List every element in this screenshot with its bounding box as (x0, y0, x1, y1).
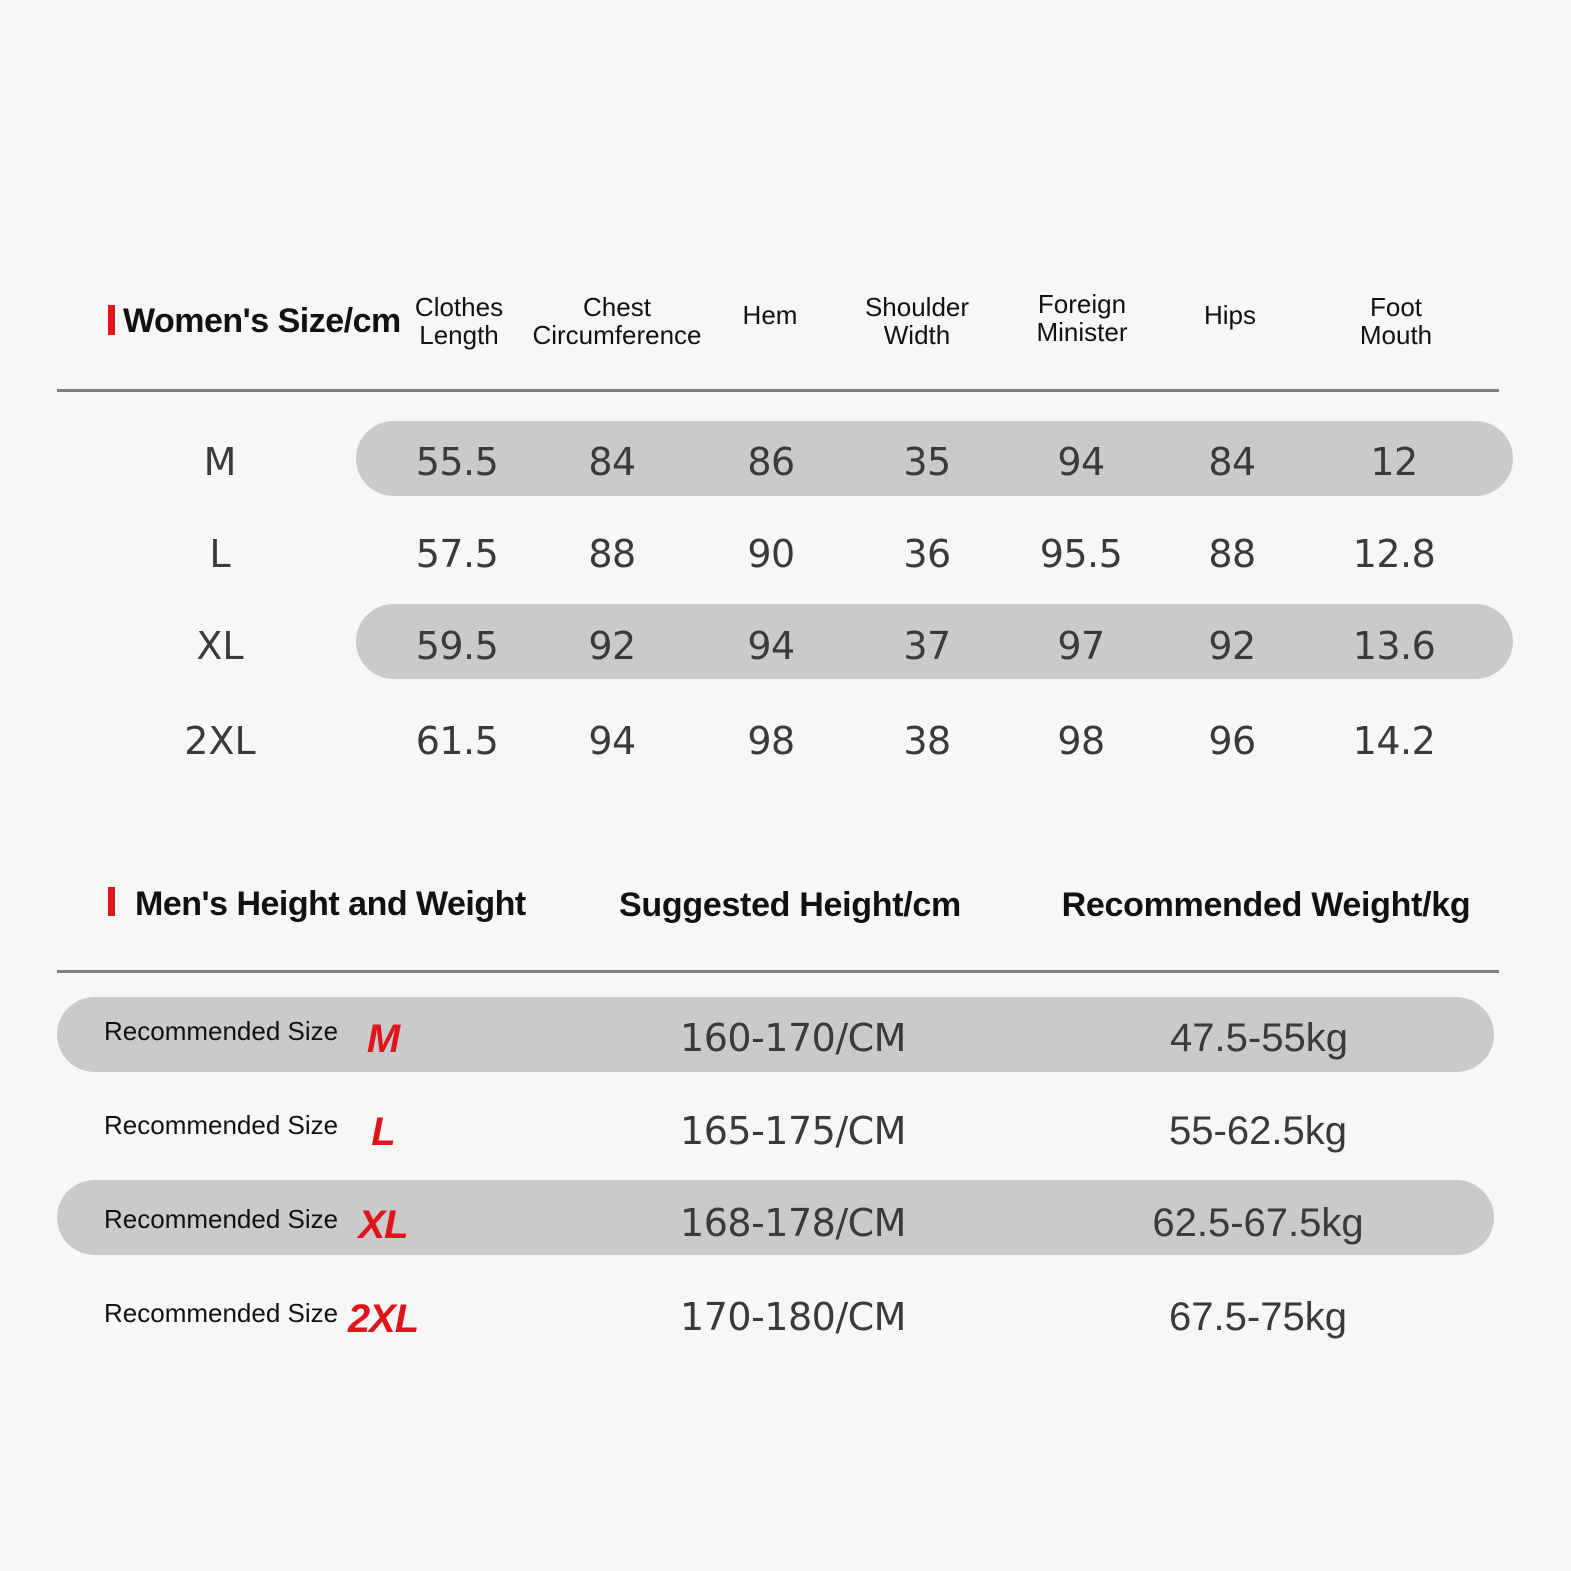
table-cell: 35 (903, 440, 951, 484)
size-label: XL (196, 624, 244, 668)
table-cell: 14.2 (1352, 719, 1436, 763)
table-cell: 98 (747, 719, 795, 763)
table-cell: 90 (747, 532, 795, 576)
table-cell: 94 (1057, 440, 1105, 484)
recommended-size-label: Recommended Size (104, 1110, 339, 1140)
table-cell: 36 (903, 532, 951, 576)
table-cell: 38 (903, 719, 951, 763)
header-line: Minister (1036, 317, 1128, 347)
recommended-size-label: Recommended Size (104, 1204, 339, 1234)
table-cell: 12 (1370, 440, 1418, 484)
recommended-weight-cell: 67.5-75kg (1169, 1295, 1347, 1339)
womens-section-title: Women's Size/cm (123, 302, 401, 340)
recommended-size-value: 2XL (347, 1297, 419, 1341)
mens-height-weight-section (0, 820, 1571, 1571)
suggested-height-cell: 160-170/CM (680, 1016, 906, 1060)
table-cell: 95.5 (1039, 532, 1123, 576)
header-line: Foreign (1037, 289, 1127, 319)
table-cell: 13.6 (1352, 624, 1436, 668)
table-cell: 57.5 (415, 532, 499, 576)
recommended-weight-cell: 62.5-67.5kg (1152, 1201, 1364, 1245)
header-line: Shoulder (864, 292, 970, 322)
recommended-size-value: M (366, 1017, 400, 1061)
table-cell: 88 (1208, 532, 1256, 576)
recommended-size-label: Recommended Size (104, 1298, 339, 1328)
table-cell: 98 (1057, 719, 1105, 763)
suggested-height-cell: 170-180/CM (680, 1295, 906, 1339)
header-line: Circumference (532, 320, 702, 350)
recommended-size-value: XL (358, 1203, 408, 1247)
column-header-recommended-weight: Recommended Weight/kg (1061, 886, 1471, 924)
column-header-foot-mouth (1296, 293, 1496, 349)
section-marker (108, 887, 115, 916)
table-cell: 97 (1057, 624, 1105, 668)
table-cell: 37 (903, 624, 951, 668)
womens-header-divider (57, 389, 1499, 392)
column-header-suggested-height: Suggested Height/cm (619, 886, 961, 924)
suggested-height-cell: 165-175/CM (680, 1109, 906, 1153)
table-cell: 59.5 (415, 624, 499, 668)
table-cell: 86 (747, 440, 795, 484)
table-cell: 94 (747, 624, 795, 668)
table-cell: 84 (588, 440, 636, 484)
header-line: Hem (742, 300, 798, 330)
header-line: Foot (1369, 292, 1423, 322)
table-cell: 55.5 (415, 440, 499, 484)
table-cell: 94 (588, 719, 636, 763)
table-cell: 96 (1208, 719, 1256, 763)
table-cell: 12.8 (1352, 532, 1436, 576)
recommended-size-label: Recommended Size (104, 1016, 339, 1046)
header-line: Length (419, 320, 499, 350)
header-line: Hips (1203, 300, 1256, 330)
table-cell: 84 (1208, 440, 1256, 484)
header-line: Clothes (414, 292, 504, 322)
size-label: L (209, 532, 231, 576)
header-line: Chest (583, 292, 651, 322)
section-marker (108, 305, 115, 335)
table-cell: 61.5 (415, 719, 499, 763)
recommended-size-value: L (371, 1110, 395, 1154)
table-cell: 92 (588, 624, 636, 668)
table-cell: 88 (588, 532, 636, 576)
mens-header-divider (57, 970, 1499, 973)
mens-section-title: Men's Height and Weight (135, 885, 526, 923)
size-label: 2XL (184, 719, 256, 763)
size-label: M (203, 440, 237, 484)
recommended-weight-cell: 55-62.5kg (1169, 1109, 1347, 1153)
header-line: Mouth (1359, 320, 1433, 350)
recommended-weight-cell: 47.5-55kg (1170, 1016, 1348, 1060)
suggested-height-cell: 168-178/CM (680, 1201, 906, 1245)
table-cell: 92 (1208, 624, 1256, 668)
header-line: Width (883, 320, 951, 350)
